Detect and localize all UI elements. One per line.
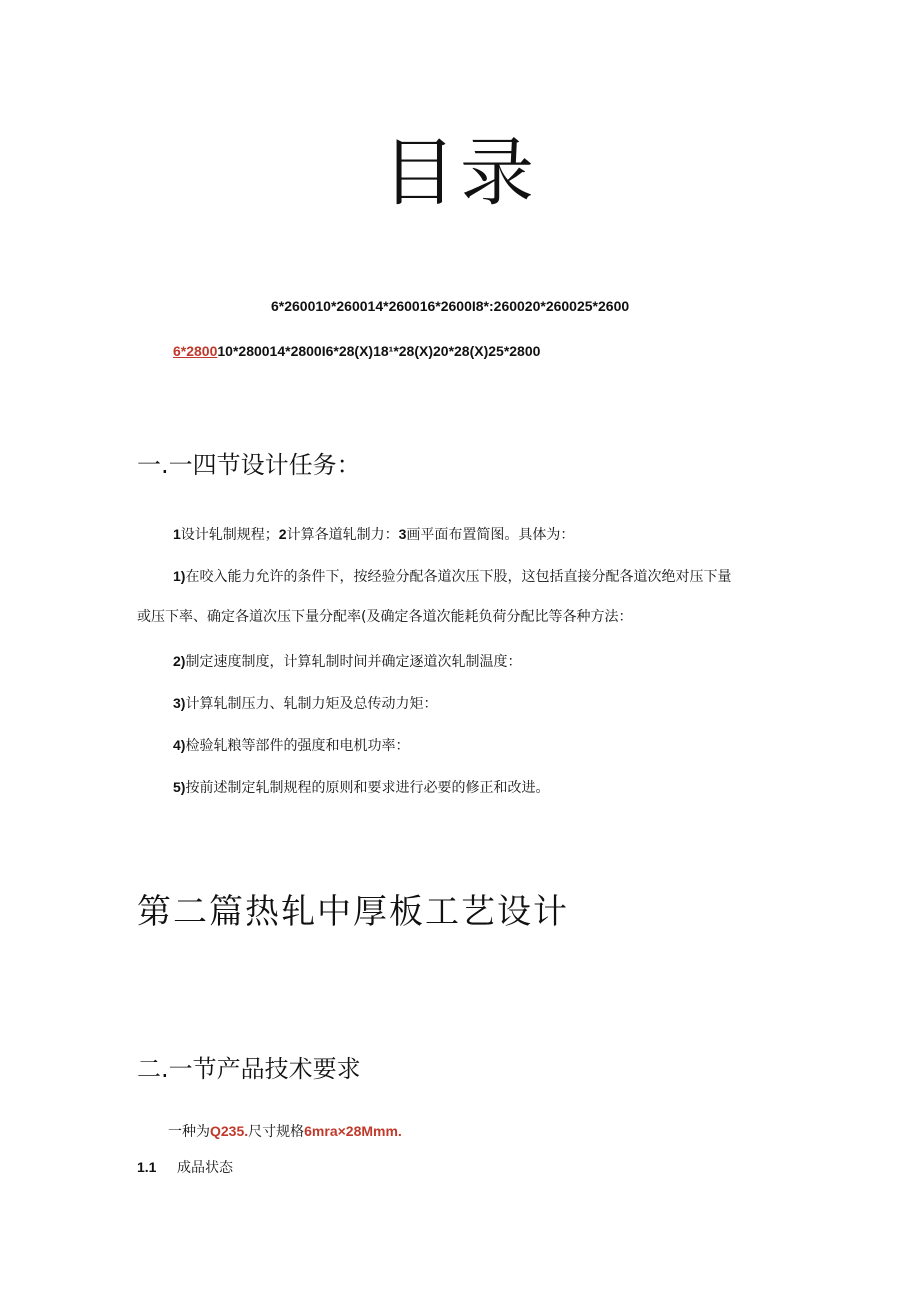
list-item-number: 1) <box>173 568 186 584</box>
steel-grade: Q235. <box>210 1123 249 1139</box>
intro-text-1: 设计轧制规程； <box>180 527 279 543</box>
list-item-text: 按前述制定轧制规程的原则和要求进行必要的修正和改进。 <box>185 780 550 796</box>
list-item-number: 2) <box>173 653 186 669</box>
section-1-heading: 一.一四节设计任务： <box>137 451 361 479</box>
list-item-number: 3) <box>173 695 186 711</box>
list-item <box>173 693 437 714</box>
section-1-intro <box>173 524 574 545</box>
subsection-title: 成品状态 <box>177 1160 233 1176</box>
list-item <box>173 566 731 587</box>
list-item-number: 4) <box>173 737 186 753</box>
intro-num-1: 1 <box>173 526 181 542</box>
page-title: 目录 <box>382 130 538 216</box>
product-spec-prefix: 一种为 <box>168 1124 210 1140</box>
product-spec-mid: 尺寸规格 <box>248 1124 305 1140</box>
spec-line-2-rest: 10*280014*2800I6*28(X)18¹*28(X)20*28(X)25*2800 <box>217 343 541 359</box>
list-item-text: 计算轧制压力、轧制力矩及总传动力矩： <box>185 696 438 712</box>
list-item-text: 在咬入能力允许的条件下，按经验分配各道次压下股，这包括直接分配各道次绝对压下量 <box>185 569 732 585</box>
list-item <box>173 651 521 672</box>
intro-num-2: 2 <box>278 526 287 542</box>
section-2-heading: 二.一节产品技术要求 <box>137 1055 361 1083</box>
intro-text-3: 画平面布置简图。具体为： <box>406 527 575 543</box>
subsection-number: 1.1 <box>137 1159 157 1175</box>
intro-text-2: 计算各道轧制力： <box>286 527 399 543</box>
spec-line-1: 6*260010*260014*260016*2600I8*:260020*260025*2600 <box>271 298 630 314</box>
subsection-heading <box>137 1157 233 1178</box>
spec-line-2-highlight: 6*2800 <box>173 343 218 359</box>
list-item-text: 制定速度制度，计算轧制时间并确定逐道次轧制温度： <box>185 654 522 670</box>
intro-num-3: 3 <box>398 526 407 542</box>
list-item-text: 或压下率、确定各道次压下量分配率(及确定各道次能耗负荷分配比等各种方法： <box>137 609 633 625</box>
part-title: 第二篇热轧中厚板工艺设计 <box>137 892 569 932</box>
list-item-number: 5) <box>173 779 186 795</box>
list-item-text: 检验轧粮等部件的强度和电机功率： <box>185 738 410 754</box>
size-spec: 6mra×28Mmm. <box>304 1123 402 1139</box>
spec-line-2 <box>173 343 540 359</box>
list-item <box>173 777 549 798</box>
product-spec-line <box>168 1121 402 1142</box>
list-item <box>173 735 409 756</box>
list-item-continuation <box>137 607 632 627</box>
